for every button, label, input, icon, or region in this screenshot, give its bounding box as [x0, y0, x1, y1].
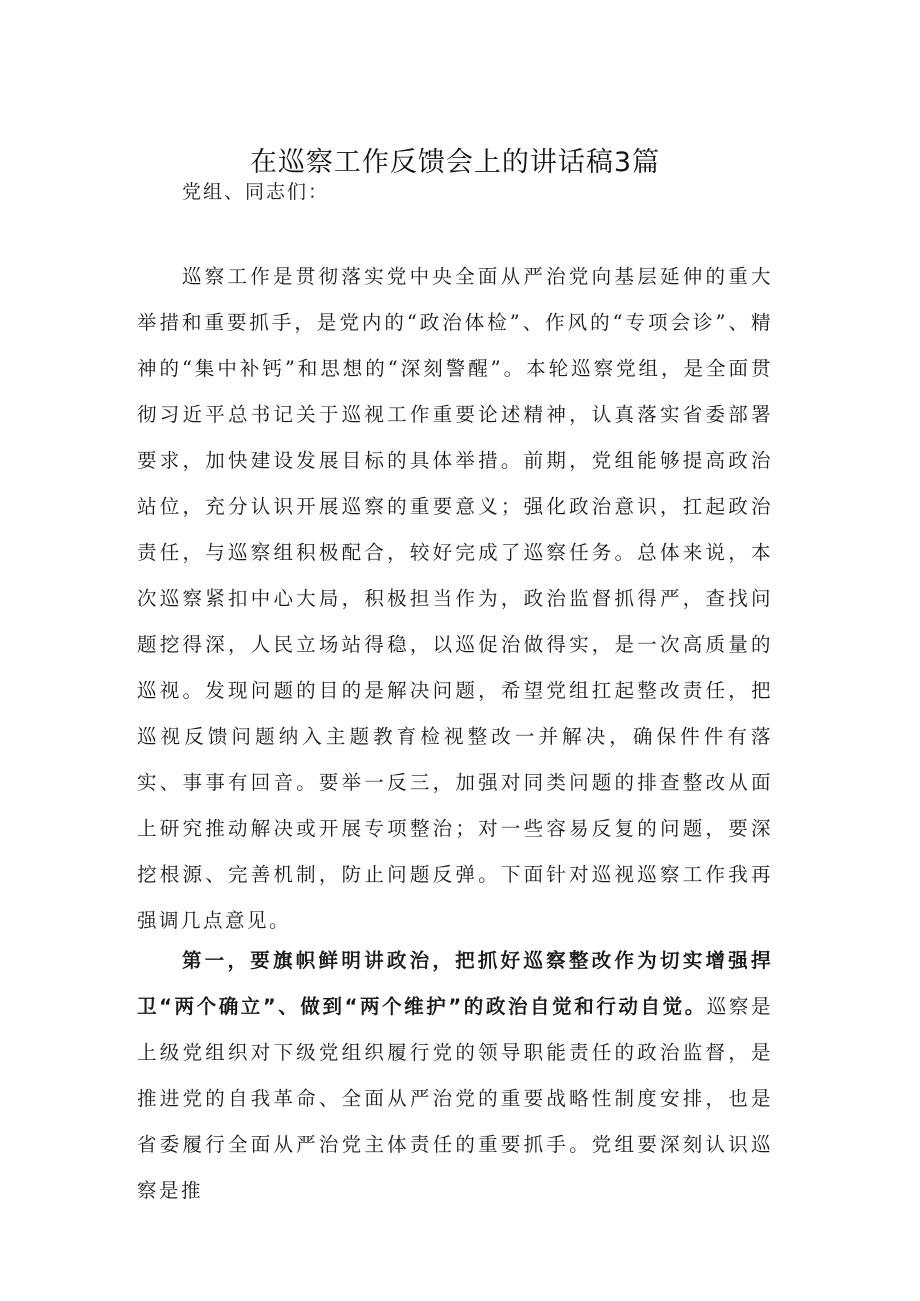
paragraph-point-one [137, 938, 773, 1214]
point-one-heading: 第一，要旗帜鲜明讲政治，把抓好巡察整改作为切实增强捍卫“两个确立”、做到“两个维护”的政治自觉和行动自觉。 [137, 949, 773, 1018]
paragraph-intro: 巡察工作是贯彻落实党中央全面从严治党向基层延伸的重大举措和重要抓手，是党内的“政治体检”、作风的“专项会诊”、精神的“集中补钙”和思想的“深刻警醒”。本轮巡察党组，是全面贯彻习近平总书记关于巡视工作重要论述精神，认真落实省委部署要求，加快建设发展目标的具体举措。前期，党组能够提高政治站位，充分认识开展巡察的重要意义；强化政治意识，扛起政治责任，与巡察组积极配合，较好完成了巡察任务。总体来说，本次巡察紧扣中心大局，积极担当作为，政治监督抓得严，查找问题挖得深，人民立场站得稳，以巡促治做得实，是一次高质量的巡视。发现问题的目的是解决问题，希望党组扛起整改责任，把巡视反馈问题纳入主题教育检视整改一并解决，确保件件有落实、事事有回音。要举一反三，加强对同类问题的排查整改从面上研究推动解决或开展专项整治；对一些容易反复的问题，要深挖根源、完善机制，防止问题反弹。下面针对巡视巡察工作我再强调几点意见。 [137, 265, 773, 932]
document-title: 在巡察工作反馈会上的讲话稿3篇 [249, 147, 661, 178]
point-one-body: 巡察是上级党组织对下级党组织履行党的领导职能责任的政治监督，是推进党的自我革命、全面从严治党的重要战略性制度安排，也是省委履行全面从严治党主体责任的重要抓手。党组要深刻认识巡察是推 [137, 995, 773, 1202]
salutation: 党组、同志们： [182, 181, 330, 203]
